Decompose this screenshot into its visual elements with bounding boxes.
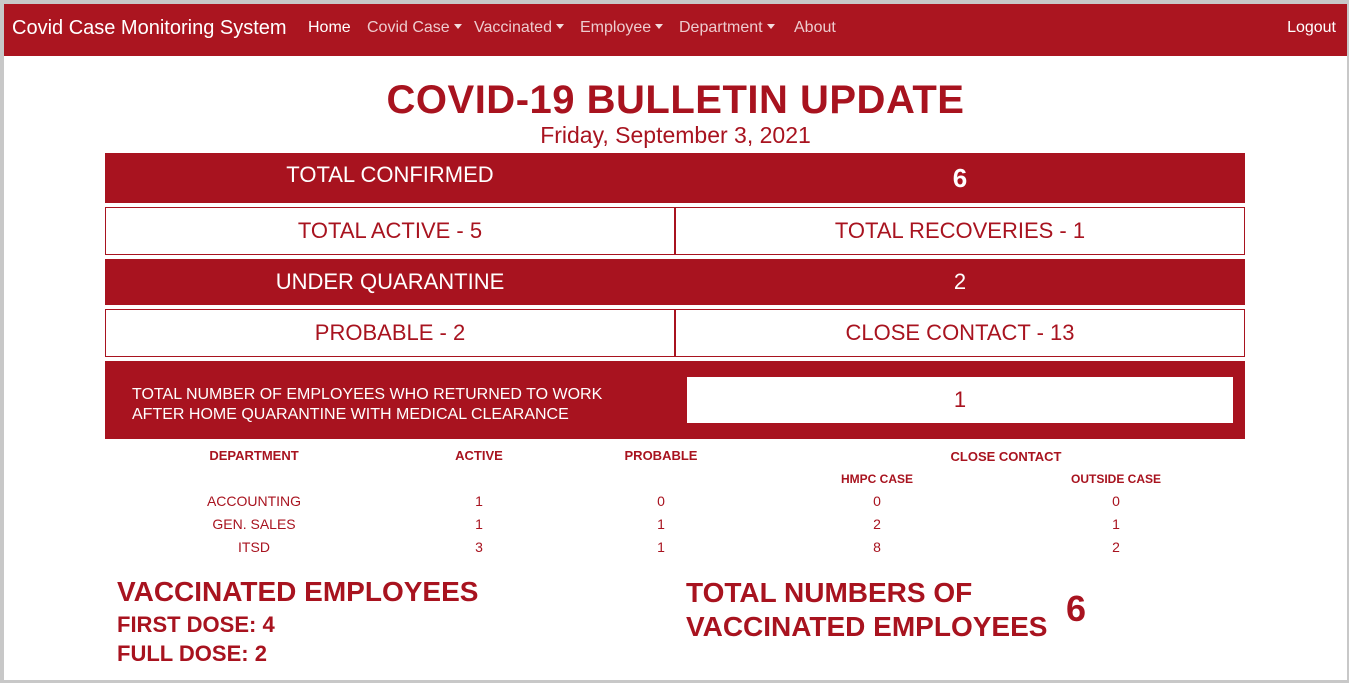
table-row-2-active: 3 [475,539,483,555]
vaccinated-employees-title: VACCINATED EMPLOYEES [117,576,479,607]
nav-department[interactable] [679,19,775,37]
under-quarantine-label: UNDER QUARANTINE [275,269,505,294]
table-row-2-hmpc: 8 [873,539,881,555]
th-probable: PROBABLE [624,448,698,463]
caret-down-icon [556,24,564,29]
nav-covid-case[interactable] [367,19,462,37]
total-confirmed-value: 6 [952,162,968,193]
first-dose-count: FIRST DOSE: 4 [117,612,275,637]
total-vaccinated-label-line1: TOTAL NUMBERS OF [686,577,973,608]
returned-to-work-value: 1 [687,377,1233,423]
nav-covid-case-label: Covid Case [367,19,450,36]
nav-home[interactable]: Home [308,19,351,36]
total-confirmed-row [105,153,1245,203]
caret-down-icon [454,24,462,29]
table-row-0-hmpc: 0 [873,493,881,509]
total-confirmed-label: TOTAL CONFIRMED [286,162,494,187]
navbar [4,4,1347,56]
table-row-1-outside: 1 [1112,516,1120,532]
under-quarantine-value: 2 [953,269,967,294]
table-row-1-active: 1 [475,516,483,532]
caret-down-icon [767,24,775,29]
returned-to-work-label: TOTAL NUMBER OF EMPLOYEES WHO RETURNED TO WORK AFTER HOME QUARANTINE WITH MEDICAL CLEARANCE [132,386,603,423]
th-outside-case: OUTSIDE CASE [1070,472,1161,486]
th-department: DEPARTMENT [209,448,299,463]
probable-box: PROBABLE - 2 [105,309,675,357]
table-row-1-department: GEN. SALES [212,516,296,532]
page-frame [4,4,1347,680]
total-active-box: TOTAL ACTIVE - 5 [105,207,675,255]
total-recoveries-box: TOTAL RECOVERIES - 1 [675,207,1245,255]
nav-about[interactable]: About [794,19,836,36]
table-row-0-outside: 0 [1112,493,1120,509]
table-row-0-probable: 0 [657,493,665,509]
total-vaccinated-label [686,576,1047,644]
total-vaccinated-label-line2: VACCINATED EMPLOYEES [686,611,1048,642]
nav-department-label: Department [679,19,763,36]
full-dose-count: FULL DOSE: 2 [117,641,267,666]
page-title: COVID-19 BULLETIN UPDATE [386,78,965,122]
nav-vaccinated[interactable] [474,19,564,37]
table-row-2-department: ITSD [238,539,270,555]
bulletin-date: Friday, September 3, 2021 [540,122,811,148]
under-quarantine-row [105,259,1245,305]
nav-employee[interactable] [580,19,663,37]
th-close-contact: CLOSE CONTACT [950,449,1062,464]
table-row-2-outside: 2 [1112,539,1120,555]
nav-vaccinated-label: Vaccinated [474,19,552,36]
th-hmpc-case: HMPC CASE [840,472,913,486]
close-contact-box: CLOSE CONTACT - 13 [675,309,1245,357]
table-row-1-probable: 1 [657,516,665,532]
th-active: ACTIVE [455,448,503,463]
table-row-2-probable: 1 [657,539,665,555]
table-row-0-active: 1 [475,493,483,509]
caret-down-icon [655,24,663,29]
table-row-0-department: ACCOUNTING [206,493,302,509]
table-row-1-hmpc: 2 [873,516,881,532]
logout-link[interactable]: Logout [1287,19,1336,36]
nav-employee-label: Employee [580,19,652,36]
total-vaccinated-value: 6 [1066,588,1087,629]
brand-link[interactable]: Covid Case Monitoring System [12,17,287,39]
returned-to-work-row [105,361,1245,439]
